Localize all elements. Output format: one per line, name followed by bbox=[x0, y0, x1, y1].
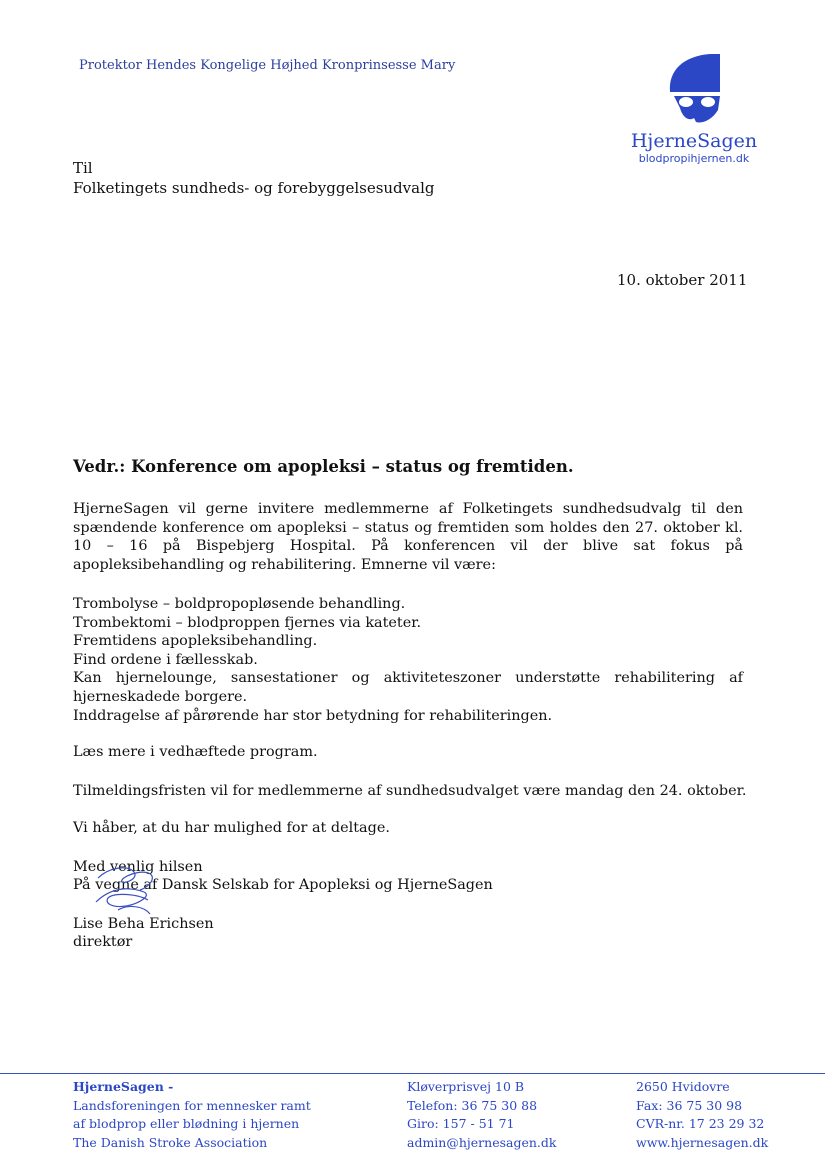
recipient-block bbox=[73, 158, 434, 198]
patron-line: Protektor Hendes Kongelige Højhed Kronprinsesse Mary bbox=[79, 58, 456, 73]
footer-org-name: HjerneSagen - bbox=[73, 1079, 174, 1094]
footer-divider bbox=[0, 1073, 825, 1074]
on-behalf-line: På vegne af Dansk Selskab for Apopleksi og HjerneSagen bbox=[73, 877, 493, 893]
footer-details bbox=[636, 1078, 768, 1152]
footer-phone: Telefon: 36 75 30 88 bbox=[407, 1097, 538, 1113]
logo-name: HjerneSagen bbox=[630, 130, 758, 152]
footer-email: admin@hjernesagen.dk bbox=[407, 1134, 557, 1150]
intro-paragraph: HjerneSagen vil gerne invitere medlemmerne af Folketingets sundhedsudvalg til den spændende konference om apopleksi – status og fremtiden som holdes den 27. oktober kl. 10 – 16 på Bispebjerg Hospital. På konferencen vil der blive sat fokus på apopleksibehandling og rehabilitering. Emnerne vil være: bbox=[73, 501, 743, 573]
recipient-line: Til bbox=[73, 159, 93, 177]
signer-block bbox=[73, 915, 214, 951]
signer-title: direktør bbox=[73, 934, 133, 950]
letter-date: 10. oktober 2011 bbox=[617, 271, 748, 289]
hjernesagen-logo bbox=[624, 52, 764, 165]
subject-heading: Vedr.: Konference om apopleksi – status og fremtiden. bbox=[73, 457, 574, 476]
deadline-paragraph: Tilmeldingsfristen vil for medlemmerne af sundhedsudvalget være mandag den 24. oktober. bbox=[73, 783, 747, 799]
footer-fax: Fax: 36 75 30 98 bbox=[636, 1097, 743, 1113]
topic-list bbox=[73, 595, 743, 725]
footer-website: www.hjernesagen.dk bbox=[636, 1134, 769, 1150]
signer-name: Lise Beha Erichsen bbox=[73, 916, 214, 932]
footer-organization bbox=[73, 1078, 311, 1152]
topic-item: Trombektomi – blodproppen fjernes via kateter. bbox=[73, 614, 422, 631]
footer-contact bbox=[407, 1078, 556, 1152]
topic-item: Trombolyse – boldpropopløsende behandling. bbox=[73, 596, 406, 612]
greeting: Med venlig hilsen bbox=[73, 859, 203, 875]
topic-item: Fremtidens apopleksibehandling. bbox=[73, 633, 318, 650]
brain-logo-icon bbox=[662, 52, 726, 124]
topic-item: Kan hjernelounge, sansestationer og aktiviteteszoner understøtte rehabilitering af hjerneskadede borgere. bbox=[73, 670, 743, 705]
recipient-line: Folketingets sundheds- og forebyggelsesudvalg bbox=[73, 179, 435, 197]
footer-giro: Giro: 157 - 51 71 bbox=[407, 1116, 515, 1131]
hope-paragraph: Vi håber, at du har mulighed for at deltage. bbox=[73, 820, 390, 836]
topic-item: Inddragelse af pårørende har stor betydning for rehabiliteringen. bbox=[73, 707, 553, 724]
footer-text: The Danish Stroke Association bbox=[73, 1134, 268, 1150]
logo-url: blodpropihjernen.dk bbox=[638, 152, 750, 165]
footer-cvr: CVR-nr. 17 23 29 32 bbox=[636, 1116, 765, 1131]
handwritten-signature bbox=[88, 858, 178, 920]
topic-item: Find ordene i fællesskab. bbox=[73, 651, 258, 668]
footer-address: Kløverprisvej 10 B bbox=[407, 1079, 525, 1094]
footer-city: 2650 Hvidovre bbox=[636, 1079, 730, 1094]
footer-text: Landsforeningen for mennesker ramt bbox=[73, 1097, 311, 1113]
footer-text: af blodprop eller blødning i hjernen bbox=[73, 1116, 300, 1131]
read-more-paragraph: Læs mere i vedhæftede program. bbox=[73, 744, 318, 760]
